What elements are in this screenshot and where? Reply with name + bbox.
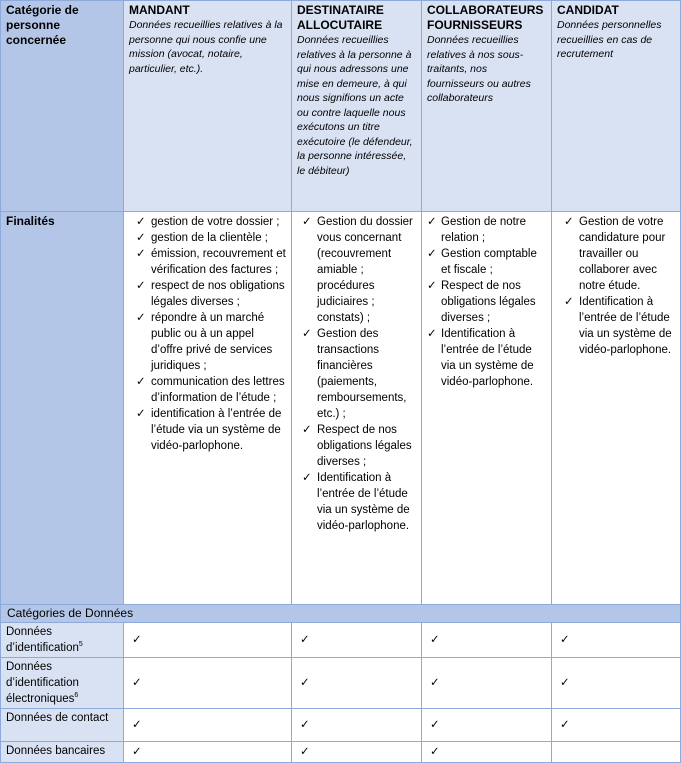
column-title: COLLABORATEURS FOURNISSEURS <box>427 3 544 32</box>
purpose-text: émission, recouvrement et vérification des factures ; <box>151 248 286 276</box>
column-description: Données personnelles recueillies en cas de recrutement <box>557 19 662 60</box>
check-mark: ✓ <box>422 623 552 658</box>
purpose-item <box>129 230 286 246</box>
header-category-cell <box>1 1 124 212</box>
purpose-text: identification à l’entrée de l’étude via un système de vidéo-parlophone. <box>151 408 282 452</box>
category-row <box>1 709 681 742</box>
check-icon: ✓ <box>564 216 574 228</box>
purpose-list <box>427 214 546 390</box>
check-icon: ✓ <box>302 472 312 484</box>
purpose-item <box>129 310 286 374</box>
category-label: Données d’identification électroniques <box>6 661 79 705</box>
category-row <box>1 742 681 763</box>
column-title: MANDANT <box>129 3 190 17</box>
purpose-list <box>297 214 416 534</box>
check-icon: ✓ <box>136 248 146 260</box>
purpose-item <box>129 374 286 406</box>
categories-section-label: Catégories de Données <box>1 605 681 623</box>
purpose-item <box>557 294 675 358</box>
purpose-text: Gestion de votre candidature pour travailler ou collaborer avec notre étude. <box>579 216 666 292</box>
purpose-text: respect de nos obligations légales diverses ; <box>151 280 285 308</box>
finalites-label: Finalités <box>6 214 55 228</box>
category-row <box>1 658 681 709</box>
check-mark: ✓ <box>422 742 552 763</box>
category-label: Données de contact <box>6 712 109 724</box>
finalites-collaborateurs <box>422 212 552 605</box>
purpose-item <box>129 246 286 278</box>
purpose-text: répondre à un marché public ou à un appel d’offre privé de services juridiques ; <box>151 312 273 372</box>
purpose-item <box>297 422 416 470</box>
check-mark: ✓ <box>292 709 422 742</box>
purpose-list <box>557 214 675 358</box>
check-icon: ✓ <box>564 296 574 308</box>
footnote-ref: 6 <box>74 692 79 700</box>
check-icon: ✓ <box>427 328 437 340</box>
column-description: Données recueillies relatives à nos sous-traitants, nos fournisseurs ou autres collaborateurs <box>427 34 531 104</box>
check-icon: ✓ <box>302 328 312 340</box>
check-mark: ✓ <box>292 742 422 763</box>
purpose-item <box>557 214 675 294</box>
check-icon: ✓ <box>136 280 146 292</box>
finalites-destinataire <box>292 212 422 605</box>
header-category-label: Catégorie de personne concernée <box>6 3 79 47</box>
header-mandant <box>124 1 292 212</box>
finalites-label-cell <box>1 212 124 605</box>
purpose-text: Identification à l’entrée de l’étude via un système de vidéo-parlophone. <box>317 472 410 532</box>
purpose-item <box>297 214 416 326</box>
check-mark <box>552 742 681 763</box>
check-mark: ✓ <box>422 709 552 742</box>
footnote-ref: 5 <box>78 641 83 649</box>
header-collaborateurs <box>422 1 552 212</box>
check-mark: ✓ <box>292 623 422 658</box>
check-mark: ✓ <box>552 658 681 709</box>
check-mark: ✓ <box>552 709 681 742</box>
check-mark: ✓ <box>422 658 552 709</box>
check-icon: ✓ <box>427 248 437 260</box>
purpose-item <box>427 214 546 246</box>
check-icon: ✓ <box>136 408 146 420</box>
purpose-text: gestion de votre dossier ; <box>151 216 280 228</box>
check-mark: ✓ <box>124 658 292 709</box>
column-title: DESTINATAIRE ALLOCUTAIRE <box>297 3 384 32</box>
purpose-text: gestion de la clientèle ; <box>151 232 268 244</box>
purpose-item <box>129 278 286 310</box>
check-mark: ✓ <box>124 709 292 742</box>
check-mark: ✓ <box>552 623 681 658</box>
category-label-cell <box>1 658 124 709</box>
purpose-item <box>427 246 546 278</box>
category-label-cell <box>1 623 124 658</box>
check-mark: ✓ <box>124 623 292 658</box>
purpose-item <box>427 326 546 390</box>
purpose-text: Respect de nos obligations légales diverses ; <box>317 424 412 468</box>
column-description: Données recueillies relatives à la personne qui nous confie une mission (avocat, notaire, particulier, etc.). <box>129 19 283 75</box>
categories-section-row <box>1 605 681 623</box>
header-candidat <box>552 1 681 212</box>
check-icon: ✓ <box>302 424 312 436</box>
purpose-item <box>297 326 416 422</box>
category-label: Données d’identification <box>6 626 79 654</box>
header-row <box>1 1 681 212</box>
category-label-cell <box>1 709 124 742</box>
purpose-item <box>297 470 416 534</box>
purpose-text: Gestion des transactions financières (paiements, remboursements, etc.) ; <box>317 328 407 420</box>
category-row <box>1 623 681 658</box>
category-label-cell <box>1 742 124 763</box>
purpose-text: Gestion comptable et fiscale ; <box>441 248 537 276</box>
purpose-text: Gestion du dossier vous concernant (recouvrement amiable ; procédures judiciaires ; constats) ; <box>317 216 413 324</box>
check-icon: ✓ <box>427 280 437 292</box>
purpose-list <box>129 214 286 454</box>
category-label: Données bancaires <box>6 745 106 757</box>
check-icon: ✓ <box>136 312 146 324</box>
check-icon: ✓ <box>302 216 312 228</box>
check-mark: ✓ <box>124 742 292 763</box>
purpose-item <box>427 278 546 326</box>
purpose-text: Respect de nos obligations légales diverses ; <box>441 280 536 324</box>
finalites-candidat <box>552 212 681 605</box>
check-icon: ✓ <box>136 232 146 244</box>
purpose-item <box>129 406 286 454</box>
check-icon: ✓ <box>136 216 146 228</box>
check-icon: ✓ <box>427 216 437 228</box>
finalites-mandant <box>124 212 292 605</box>
purpose-text: Gestion de notre relation ; <box>441 216 527 244</box>
column-description: Données recueillies relatives à la personne à qui nous adressons une mise en demeure, à qui nous signifions un acte ou contre laquelle nous exécutons un titre exécutoire (le défendeur, la personne intéressée, le débiteur) <box>297 34 413 177</box>
purpose-item <box>129 214 286 230</box>
finalites-row <box>1 212 681 605</box>
header-destinataire <box>292 1 422 212</box>
check-icon: ✓ <box>136 376 146 388</box>
column-title: CANDIDAT <box>557 3 619 17</box>
check-mark: ✓ <box>292 658 422 709</box>
purpose-text: Identification à l’entrée de l’étude via un système de vidéo-parlophone. <box>441 328 534 388</box>
purpose-text: communication des lettres d’information de l’étude ; <box>151 376 285 404</box>
purpose-text: Identification à l’entrée de l’étude via un système de vidéo-parlophone. <box>579 296 672 356</box>
